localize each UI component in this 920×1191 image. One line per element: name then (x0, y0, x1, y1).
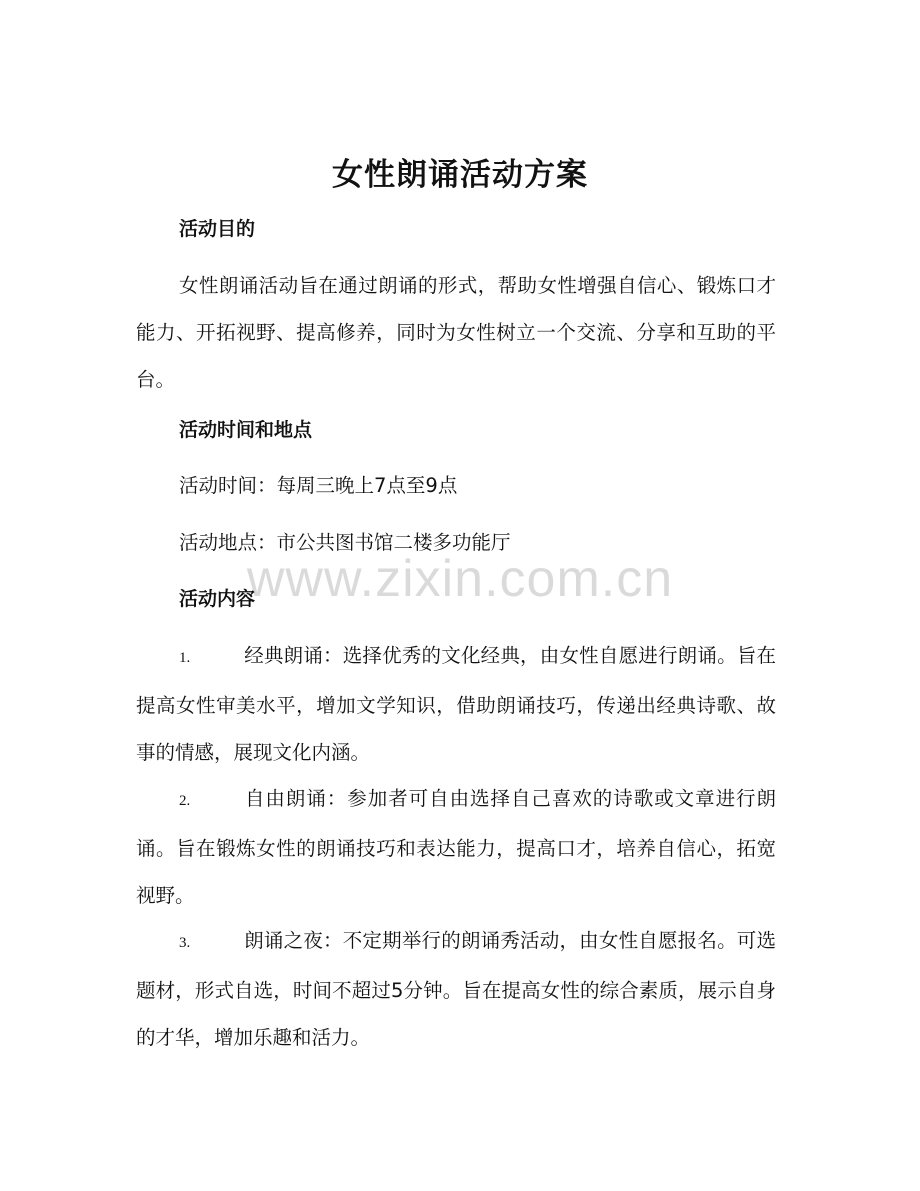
purpose-paragraph: 女性朗诵活动旨在通过朗诵的形式，帮助女性增强自信心、锻炼口才能力、开拓视野、提高修养，同时为女性树立一个交流、分享和互助的平台。 (136, 274, 776, 391)
list-item-number: 1. (179, 650, 191, 666)
document-title: 女性朗诵活动方案 (332, 157, 588, 193)
list-item-text: 朗诵之夜：不定期举行的朗诵秀活动，由女性自愿报名。可选题材，形式自选，时间不超过5分钟。旨在提高女性的综合素质，展示自身的才华，增加乐趣和活力。 (136, 929, 776, 1049)
list-item-number: 2. (179, 793, 191, 809)
list-item-text: 经典朗诵：选择优秀的文化经典，由女性自愿进行朗诵。旨在提高女性审美水平，增加文学知识，借助朗诵技巧，传递出经典诗歌、故事的情感，展现文化内涵。 (136, 644, 776, 764)
content-list-item-1 (136, 632, 776, 776)
section-heading-content: 活动内容 (179, 588, 256, 610)
section-heading-time-place: 活动时间和地点 (179, 419, 313, 441)
list-item-text: 自由朗诵：参加者可自由选择自己喜欢的诗歌或文章进行朗诵。旨在锻炼女性的朗诵技巧和表达能力，提高口才，培养自信心，拓宽视野。 (136, 787, 776, 907)
list-item-number: 3. (179, 935, 191, 951)
activity-time-line: 活动时间：每周三晚上7点至9点 (179, 474, 458, 497)
activity-place-line: 活动地点：市公共图书馆二楼多功能厅 (179, 531, 511, 554)
section-heading-purpose: 活动目的 (179, 218, 256, 240)
content-list-item-3 (136, 917, 776, 1061)
content-list-item-2 (136, 775, 776, 919)
watermark: www.zixin.com.cn (246, 550, 674, 608)
